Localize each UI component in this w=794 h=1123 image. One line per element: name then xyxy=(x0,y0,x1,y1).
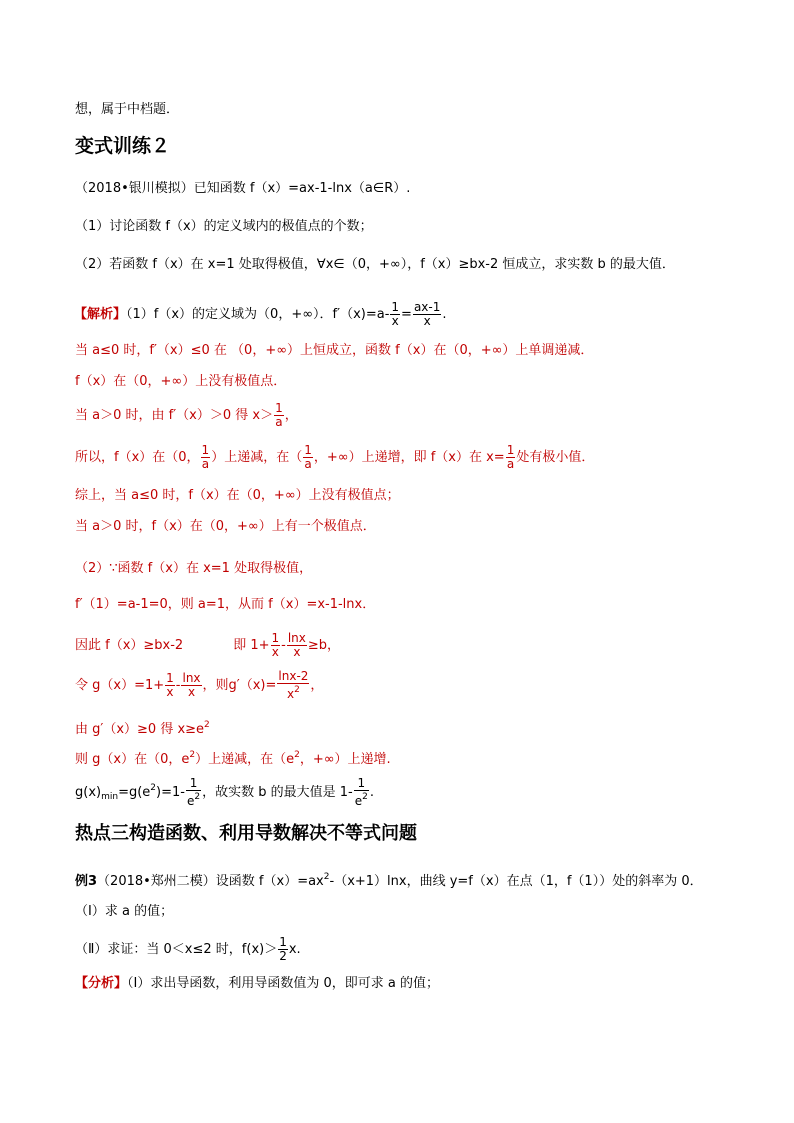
solution-line-5: 所以，f（x）在（0， $\frac{1}{a}$ ）上递减，在（ $\frac{1}{a}$ ，+∞）上递增，即 f（x）在 x= $\frac{1}{a}$ 处有极小值． xyxy=(75,443,595,471)
example-3-stem: 例3（2018•郑州二模）设函数 $f(x)=ax^2-(x+1)\ln x$，曲线 y=f（x）在点（1，f（1））处的斜率为 0． xyxy=(75,872,703,889)
solution-line-12: 由 g′（x）≥0 得 $x\ge e^2$ xyxy=(75,720,210,737)
intro-tail: 想，属于中档题． xyxy=(75,102,180,117)
solution-line-13: 则 g（x）在（0，$e^2$）上递减，在（$e^2$，+∞）上递增. xyxy=(75,750,391,767)
fraction: $\frac{1}{2}$ xyxy=(279,935,287,963)
example-label: 例3 xyxy=(75,874,98,889)
solution-line-10: 因此 f（x）≥bx-2 即 1+ $\frac{1}{x}$ - $\frac{\ln x}{x}$ ≥b， xyxy=(75,631,341,659)
fraction: $\frac{1}{a}$ xyxy=(506,443,515,471)
fraction: $\frac{1}{e^2}$ xyxy=(186,776,201,808)
fraction: $\frac{\ln x}{x}$ xyxy=(182,671,201,699)
solution-line-6: 综上，当 a≤0 时，f（x）在（0，+∞）上没有极值点； xyxy=(75,488,400,503)
solution-line-9: f′（1）=a-1=0，则 a=1，从而 f（x）=x-1-lnx． xyxy=(75,597,376,612)
solution-line-8: （2）∵函数 f（x）在 x=1 处取得极值， xyxy=(75,561,313,576)
example-3-question-2: （Ⅱ）求证：当 0＜x≤2 时，f(x)＞ $\frac{1}{2}$ x. xyxy=(75,935,301,963)
solution-line-11: 令 g（x）=1+ $\frac{1}{x}$ - $\frac{\ln x}{x}$ ，则g′（x)= $\frac{\ln x-2}{x^2}$ ， xyxy=(75,669,324,701)
section-title-variant-2: 变式训练２ xyxy=(75,135,171,157)
solution-line-3: f（x）在（0，+∞）上没有极值点． xyxy=(75,374,287,389)
fraction: $\frac{1}{x}$ xyxy=(166,671,174,699)
fraction: $\frac{1}{e^2}$ xyxy=(354,776,368,808)
example-3-question-1: （Ⅰ）求 a 的值； xyxy=(75,904,174,919)
fraction: $\frac{1}{a}$ xyxy=(275,401,283,429)
fraction: $\frac{1}{a}$ xyxy=(201,443,210,471)
solution-line-4: 当 a＞0 时，由 f′（x）＞0 得 x＞ $\frac{1}{a}$ ， xyxy=(75,401,298,429)
section-title-hotspot-3: 热点三构造函数、利用导数解决不等式问题 xyxy=(75,823,417,844)
problem-part-2: （2）若函数 f（x）在 x=1 处取得极值，∀x∈（0，+∞），f（x）≥bx-2 恒成立，求实数 b 的最大值． xyxy=(75,257,675,272)
problem-stem: （2018•银川模拟）已知函数 f（x）=ax-1-lnx（a∈R）. xyxy=(75,181,411,196)
fraction: $\frac{\ln x}{x}$ xyxy=(287,631,306,659)
solution-line-2: 当 a≤0 时，f′（x）≤0 在 （0，+∞）上恒成立，函数 f（x）在（0，+∞）上单调递减． xyxy=(75,343,594,358)
analysis-tag: 【分析】 xyxy=(75,976,128,991)
fraction: $\frac{ax-1}{x}$ xyxy=(413,300,441,328)
fraction: $\frac{1}{a}$ xyxy=(304,443,312,471)
solution-line-1: 【解析】（1）f（x）的定义域为（0，+∞）．f′（x)=a- $\frac{1}{x}$ = $\frac{ax-1}{x}$ . xyxy=(74,300,447,328)
solution-tag: 【解析】 xyxy=(74,307,127,322)
fraction: $\frac{1}{x}$ xyxy=(271,631,280,659)
solution-line-14: $g(x)_{min}=g(e^2)=1-$ $\frac{1}{e^2}$ ，故实数 b 的最大值是 1- $\frac{1}{e^2}$ . xyxy=(75,776,374,808)
fraction: $\frac{1}{x}$ xyxy=(391,300,400,328)
example-3-analysis: 【分析】（Ⅰ）求出导函数，利用导函数值为 0，即可求 a 的值； xyxy=(75,976,439,991)
solution-line-7: 当 a＞0 时，f（x）在（0，+∞）上有一个极值点． xyxy=(75,519,376,534)
problem-part-1: （1）讨论函数 f（x）的定义域内的极值点的个数； xyxy=(75,219,373,234)
fraction: $\frac{\ln x-2}{x^2}$ xyxy=(278,669,309,701)
